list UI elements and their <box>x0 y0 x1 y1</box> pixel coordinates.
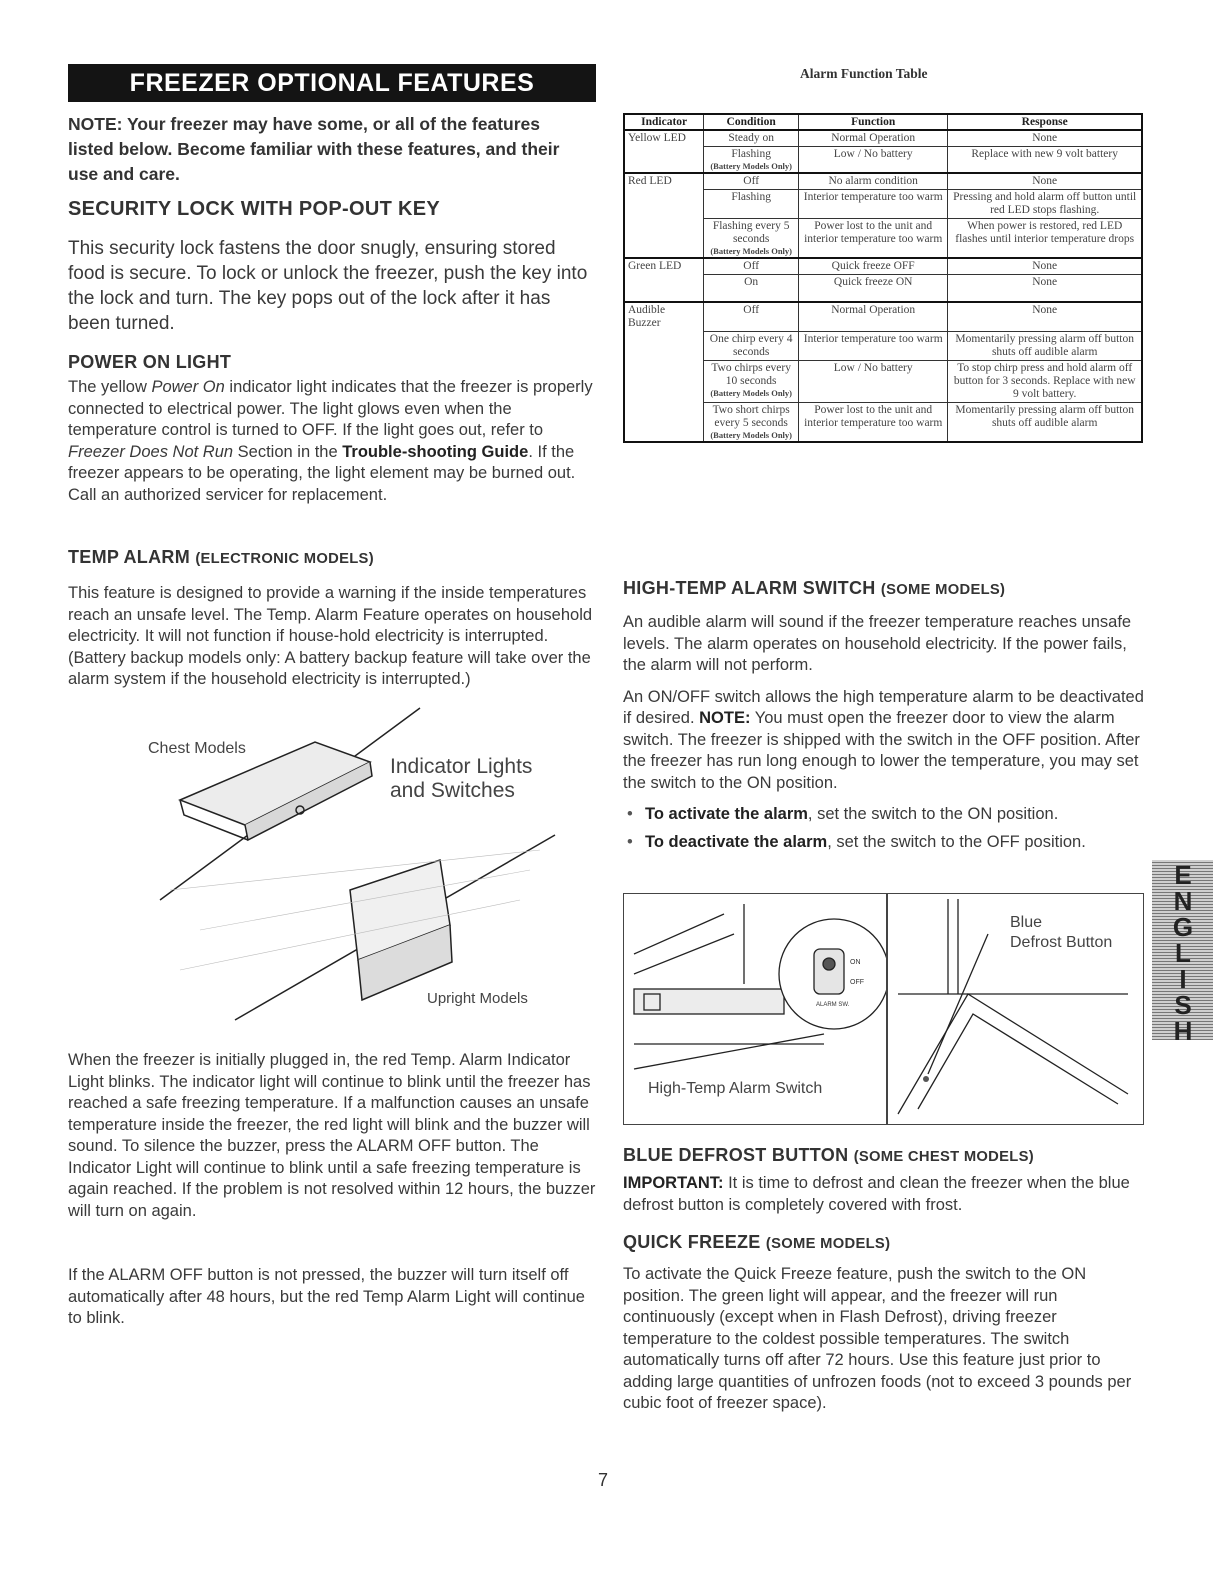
header-indicator: Indicator <box>624 114 704 130</box>
table-cell: No alarm condition <box>799 173 948 190</box>
table-row <box>624 275 1142 303</box>
alarm-table-title: Alarm Function Table <box>800 66 928 81</box>
table-cell: On <box>704 275 799 303</box>
table-cell: Off <box>704 302 799 331</box>
table-row <box>624 219 1142 259</box>
indicator-lights-label: Indicator Lights and Switches <box>390 755 533 802</box>
alarm-function-table <box>623 113 1143 443</box>
switch-off-label: OFF <box>850 979 864 986</box>
table-cell: None <box>948 258 1142 275</box>
table-cell: Flashing <box>704 190 799 219</box>
list-item: • To deactivate the alarm, set the switch to the OFF position. <box>623 832 1148 854</box>
table-cell: Yellow LED <box>628 132 686 144</box>
table-cell: None <box>948 302 1142 331</box>
table-row <box>624 402 1142 442</box>
high-temp-heading: HIGH-TEMP ALARM SWITCH (SOME MODELS) <box>623 578 1006 598</box>
chest-models-label: Chest Models <box>148 740 246 757</box>
temp-alarm-paragraph-2: When the freezer is initially plugged in, the red Temp. Alarm Indicator Light blinks. The indicator light will continue to blink until the freezer has reached a safe freezing temperature. If a malfunction causes an unsafe temperature inside the freezer, the red light will blink and the buzzer will sound. To silence the buzzer, press the ALARM OFF button. The Indicator Light will continue to blink until a safe freezing temperature is again reached. If the problem is not resolved within 12 hours, the buzzer will turn on again. <box>68 1051 596 1220</box>
table-cell: None <box>948 275 1142 303</box>
table-cell <box>624 219 704 259</box>
quick-freeze-heading: QUICK FREEZE (SOME MODELS) <box>623 1232 891 1252</box>
table-cell <box>624 147 704 174</box>
quick-freeze-body: To activate the Quick Freeze feature, push the switch to the ON position. The green light will appear, and the freezer will run continuously (except when in Flash Defrost), driving freezer temperature to the coldest possible temperatures. The switch automatically turns off after 72 hours. Use this feature just prior to adding large quantities of unfrozen foods (not to exceed 3 pounds per cubic foot of freezer space). <box>623 1265 1132 1412</box>
table-cell: Flashing every 5 seconds (Battery Models Only) <box>704 219 799 259</box>
table-cell: Interior temperature too warm <box>799 331 948 360</box>
alarm-bullets <box>623 804 1148 853</box>
table-cell: Replace with new 9 volt battery <box>948 147 1142 174</box>
table-cell <box>624 331 704 360</box>
table-cell: None <box>948 130 1142 147</box>
table-row <box>624 147 1142 174</box>
table-cell <box>624 360 704 402</box>
table-cell: Quick freeze OFF <box>799 258 948 275</box>
switch-alarm-label: ALARM SW. <box>816 1002 850 1008</box>
switch-on-label: ON <box>850 959 861 966</box>
table-cell: Flashing (Battery Models Only) <box>704 147 799 174</box>
table-row <box>624 130 1142 147</box>
table-cell: Low / No battery <box>799 147 948 174</box>
high-temp-body <box>623 612 1148 859</box>
table-row <box>624 331 1142 360</box>
power-body: The yellow Power On indicator light indicates that the freezer is properly connected to electrical power. The light glows even when the temperature control is turned to OFF. If the light goes out, refer to Freezer Does Not Run Section in the Trouble-shooting Guide. If the freezer appears to be operating, the light element may be burned out. Call an authorized servicer for replacement. <box>68 378 593 504</box>
table-cell: Interior temperature too warm <box>799 190 948 219</box>
table-cell: None <box>948 173 1142 190</box>
upright-models-label: Upright Models <box>427 990 528 1007</box>
table-row <box>624 302 1142 331</box>
table-row <box>624 360 1142 402</box>
list-item: • To activate the alarm, set the switch to the ON position. <box>623 804 1148 826</box>
language-tab: ENGLISH <box>1152 860 1213 1040</box>
table-cell: Pressing and hold alarm off button until red LED stops flashing. <box>948 190 1142 219</box>
table-row <box>624 190 1142 219</box>
table-cell: Normal Operation <box>799 302 948 331</box>
section-banner: FREEZER OPTIONAL FEATURES <box>68 64 596 102</box>
high-temp-paragraph-2: An ON/OFF switch allows the high temperature alarm to be deactivated if desired. NOTE: You must open the freezer door to view the alarm switch. The freezer is shipped with the switch in the OFF position. After the freezer has run long enough to lower the temperature, you may set the switch to the ON position. <box>623 687 1144 792</box>
table-cell: Red LED <box>624 173 704 190</box>
header-response: Response <box>948 114 1142 130</box>
table-cell: Momentarily pressing alarm off button shuts off audible alarm <box>948 402 1142 442</box>
table-cell: Low / No battery <box>799 360 948 402</box>
temp-alarm-paragraph-3: If the ALARM OFF button is not pressed, the buzzer will turn itself off automatically after 48 hours, but the red Temp Alarm Light will continue to blink. <box>68 1266 585 1327</box>
page-number: 7 <box>598 1470 609 1490</box>
power-heading: POWER ON LIGHT <box>68 352 232 372</box>
table-cell: Momentarily pressing alarm off button shuts off audible alarm <box>948 331 1142 360</box>
table-cell: One chirp every 4 seconds <box>704 331 799 360</box>
features-note: NOTE: Your freezer may have some, or all of the features listed below. Become familiar with these features, and their use and care. <box>68 114 560 184</box>
table-cell: Quick freeze ON <box>799 275 948 303</box>
table-row <box>624 258 1142 275</box>
table-cell: Green LED <box>624 258 704 275</box>
temp-alarm-body: This feature is designed to provide a warning if the inside temperatures reach an unsafe level. The Temp. Alarm Feature operates on household electricity. It will not function if house-hold electricity is interrupted. (Battery backup models only: A battery backup feature will take over the alarm system if the household electricity is interrupted.) <box>68 584 593 688</box>
temp-alarm-heading: TEMP ALARM (ELECTRONIC MODELS) <box>68 547 374 567</box>
table-cell: To stop chirp press and hold alarm off button for 3 seconds. Replace with new 9 volt battery. <box>948 360 1142 402</box>
table-cell: Steady on <box>704 130 799 147</box>
blue-defrost-body: IMPORTANT: It is time to defrost and clean the freezer when the blue defrost button is completely covered with frost. <box>623 1174 1130 1214</box>
table-cell <box>624 190 704 219</box>
security-heading: SECURITY LOCK WITH POP-OUT KEY <box>68 198 440 220</box>
high-temp-switch-caption: High-Temp Alarm Switch <box>648 1080 823 1097</box>
table-header-row <box>624 114 1142 130</box>
blue-defrost-label: Blue Defrost Button <box>1010 914 1113 951</box>
table-cell <box>624 402 704 442</box>
table-cell: Audible Buzzer <box>624 302 704 331</box>
security-body: This security lock fastens the door snugly, ensuring stored food is secure. To lock or unlock the freezer, push the key into the lock and turn. The key pops out of the lock after it has been turned. <box>68 238 588 334</box>
header-condition: Condition <box>704 114 799 130</box>
table-cell: Two chirps every 10 seconds (Battery Models Only) <box>704 360 799 402</box>
table-cell <box>624 275 704 303</box>
table-cell: When power is restored, red LED flashes until interior temperature drops <box>948 219 1142 259</box>
table-cell: Power lost to the unit and interior temperature too warm <box>799 402 948 442</box>
header-function: Function <box>799 114 948 130</box>
table-cell: Two short chirps every 5 seconds (Battery Models Only) <box>704 402 799 442</box>
table-row <box>624 173 1142 190</box>
table-cell: Power lost to the unit and interior temperature too warm <box>799 219 948 259</box>
high-temp-paragraph-1: An audible alarm will sound if the freezer temperature reaches unsafe levels. The alarm operates on household electricity. If the power fails, the alarm will not perform. <box>623 613 1132 674</box>
table-cell: Normal Operation <box>799 130 948 147</box>
blue-defrost-heading: BLUE DEFROST BUTTON (SOME CHEST MODELS) <box>623 1145 1034 1165</box>
table-cell: Off <box>704 173 799 190</box>
table-cell: Off <box>704 258 799 275</box>
